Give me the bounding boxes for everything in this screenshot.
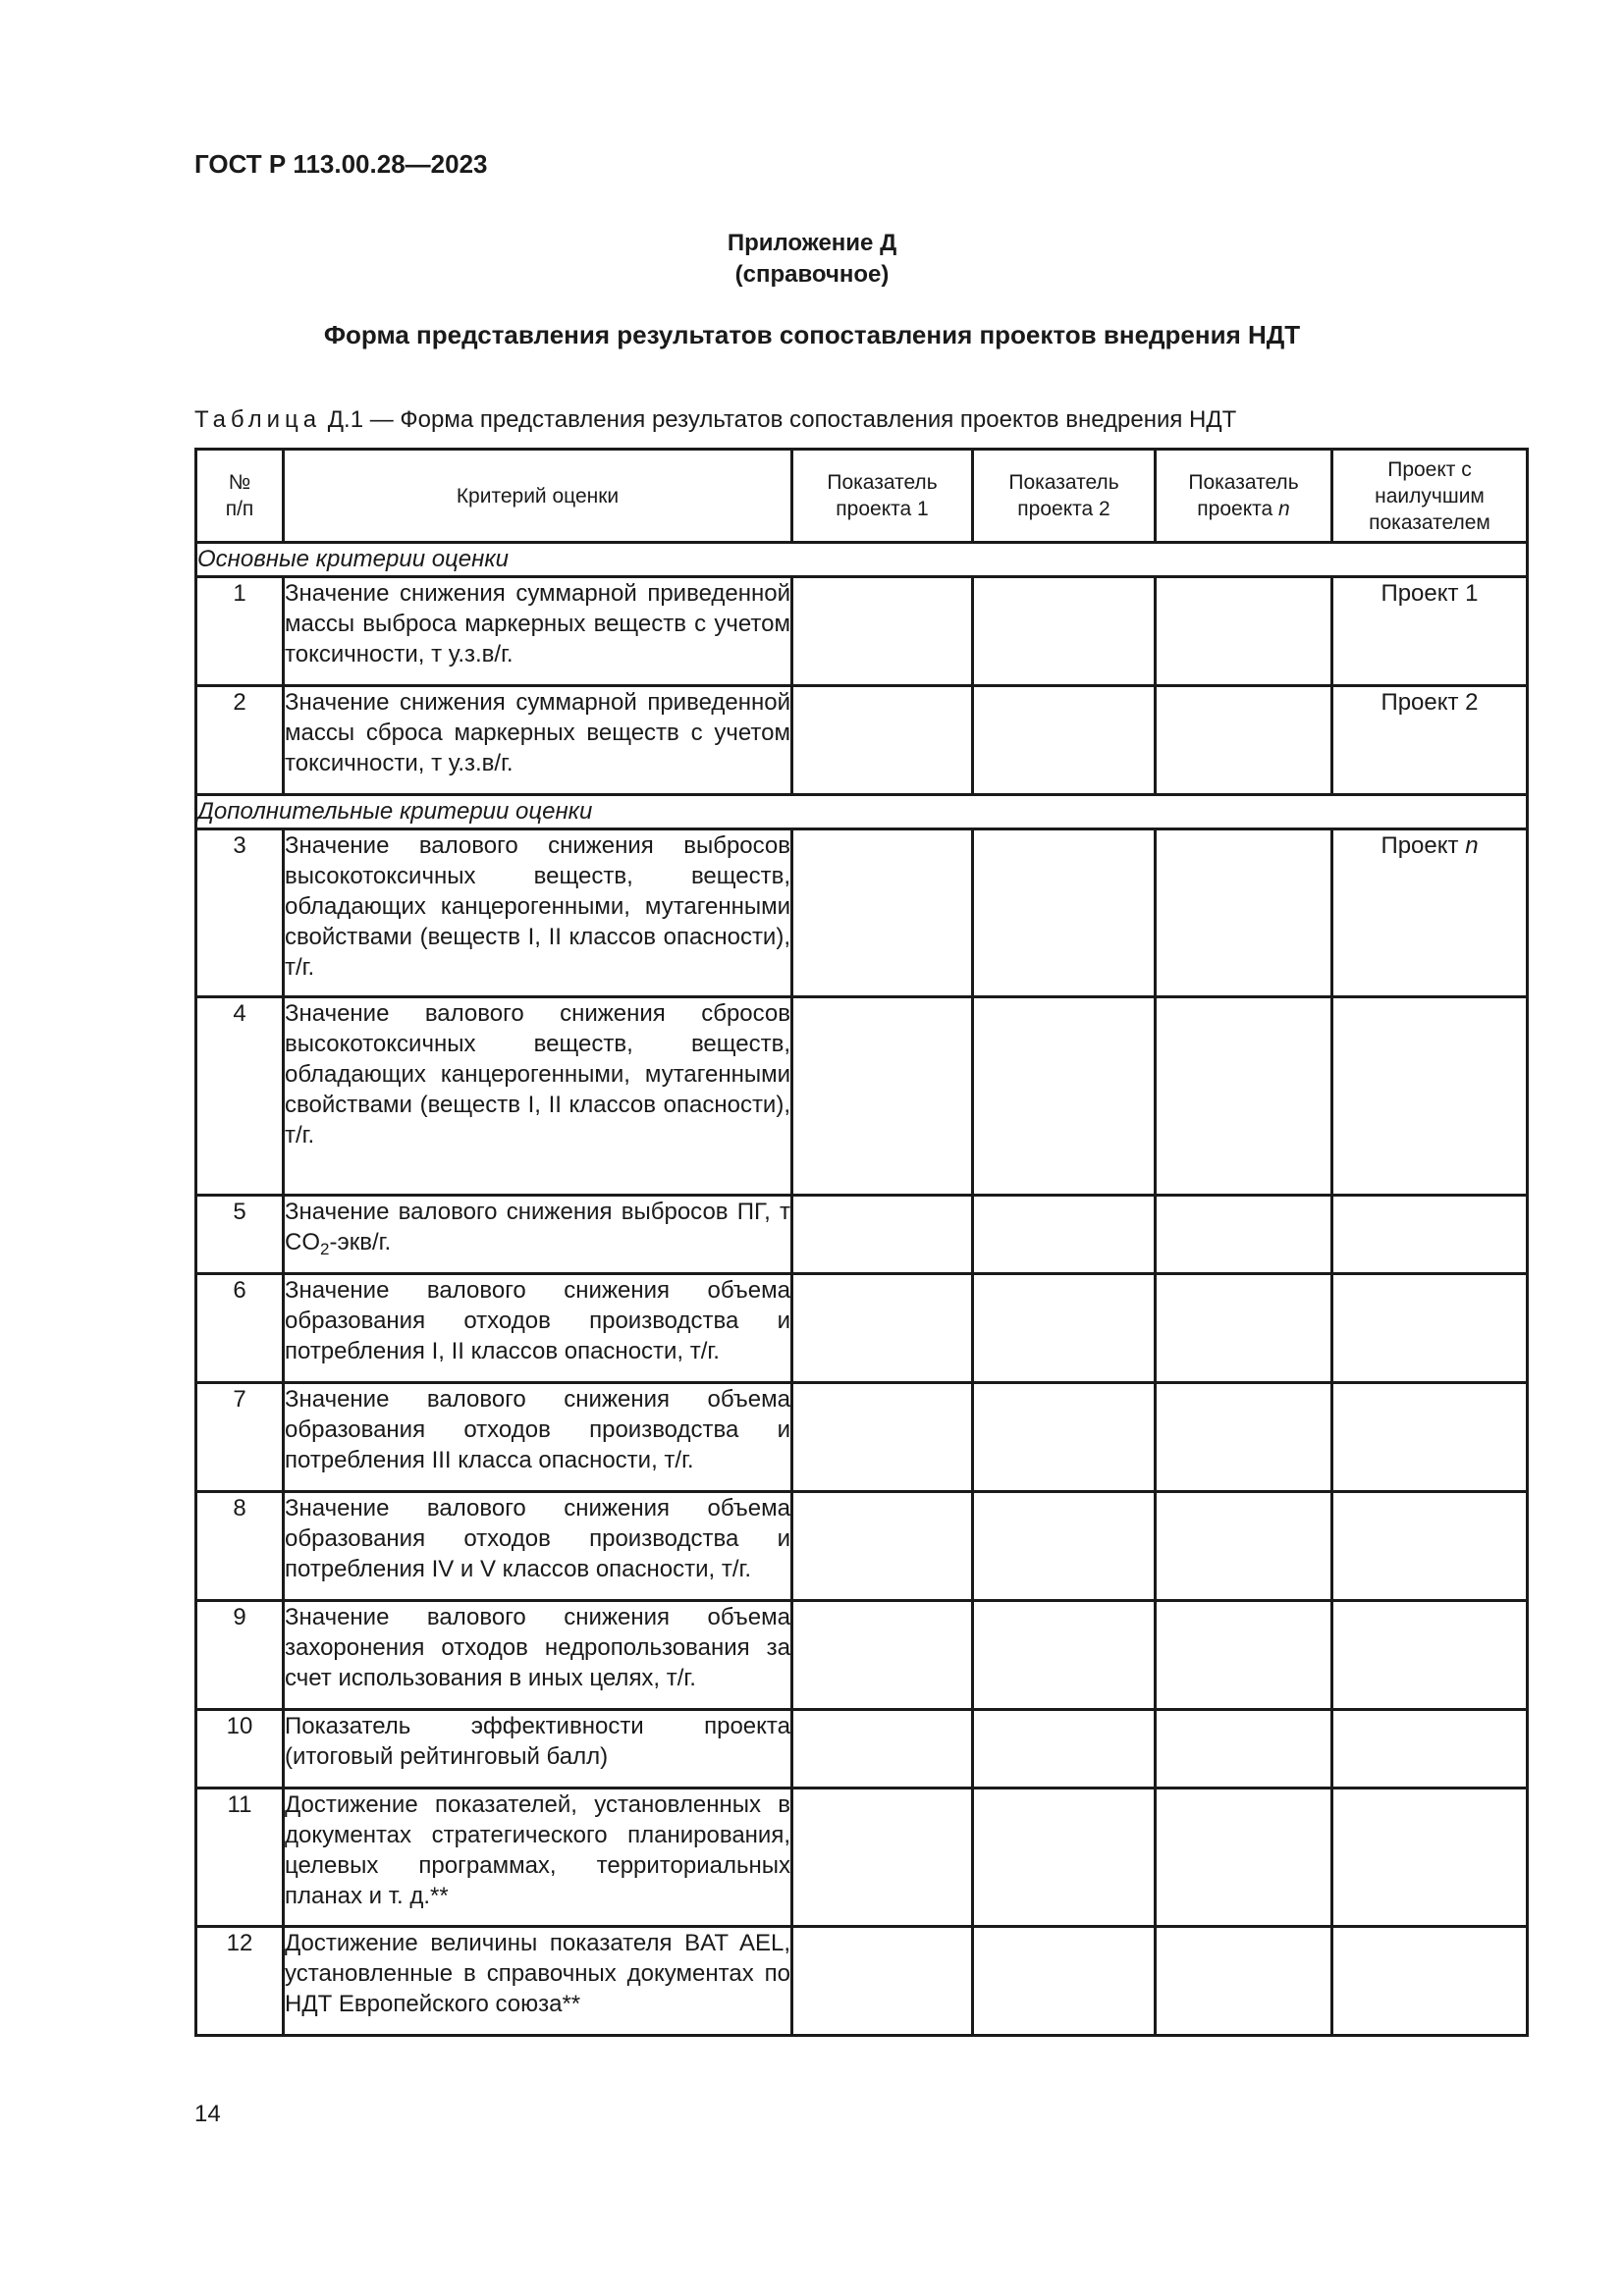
form-title: Форма представления результатов сопоставления проектов внедрения НДТ <box>323 320 1301 349</box>
row-criterion: Значение снижения суммарной приведенной массы сброса маркерных веществ с учетом токсичности, т у.з.в/г. <box>284 686 792 795</box>
header-criterion: Критерий оценки <box>284 450 792 543</box>
row-criterion: Значение валового снижения объема образования отходов производства и потребления IV и V классов опасности, т/г. <box>284 1492 792 1601</box>
cell-project-n <box>1156 1492 1332 1601</box>
row-num: 4 <box>196 997 284 1196</box>
section-additional: Дополнительные критерии оценки <box>196 795 1528 829</box>
table-row <box>196 686 1528 795</box>
cell-project-1 <box>792 1196 973 1274</box>
header-best: Проект с наилучшим показателем <box>1332 450 1528 543</box>
table-caption-label: Таблица <box>194 406 322 433</box>
cell-project-1 <box>792 1601 973 1710</box>
cell-project-2 <box>973 1710 1156 1789</box>
row-num: 11 <box>196 1789 284 1927</box>
header-project-1: Показатель проекта 1 <box>792 450 973 543</box>
page-number: 14 <box>194 2101 221 2127</box>
cell-project-2 <box>973 577 1156 686</box>
row-num: 10 <box>196 1710 284 1789</box>
cell-project-1 <box>792 997 973 1196</box>
cell-project-1 <box>792 1927 973 2036</box>
cell-project-2 <box>973 1927 1156 2036</box>
cell-project-n <box>1156 1601 1332 1710</box>
cell-project-2 <box>973 1601 1156 1710</box>
cell-project-1 <box>792 1710 973 1789</box>
cell-project-n <box>1156 1196 1332 1274</box>
header-num: № п/п <box>196 450 284 543</box>
row-criterion: Достижение показателей, установленных в документах стратегического планирования, целевых программах, территориальных планах и т. д.** <box>284 1789 792 1927</box>
row-criterion: Значение валового снижения объема образования отходов производства и потребления I, II классов опасности, т/г. <box>284 1274 792 1383</box>
row-num: 6 <box>196 1274 284 1383</box>
cell-project-n <box>1156 686 1332 795</box>
table-caption <box>194 406 1236 434</box>
header-project-2: Показатель проекта 2 <box>973 450 1156 543</box>
cell-project-1 <box>792 1789 973 1927</box>
row-criterion: Значение валового снижения выбросов высокотоксичных веществ, веществ, обладающих канцерогенными, мутагенными свойствами (веществ I, II классов опасности), т/г. <box>284 829 792 997</box>
annex-subtitle: (справочное) <box>734 261 890 288</box>
cell-project-2 <box>973 1383 1156 1492</box>
table-row <box>196 829 1528 997</box>
table-row <box>196 1492 1528 1601</box>
cell-best-prefix: Проект <box>1380 832 1459 859</box>
cell-project-1 <box>792 1492 973 1601</box>
cell-project-2 <box>973 1789 1156 1927</box>
row-criterion-suffix: -экв/г. <box>329 1229 392 1255</box>
cell-best <box>1332 1710 1528 1789</box>
table-row <box>196 1274 1528 1383</box>
row-criterion: Значение валового снижения объема образования отходов производства и потребления III класса опасности, т/г. <box>284 1383 792 1492</box>
cell-best <box>1332 1601 1528 1710</box>
section-row <box>196 543 1528 577</box>
row-criterion: Достижение величины показателя BAT AEL, установленные в справочных документах по НДТ Европейского союза** <box>284 1927 792 2036</box>
row-criterion: Значение валового снижения сбросов высокотоксичных веществ, веществ, обладающих канцерогенными, мутагенными свойствами (веществ I, II классов опасности), т/г. <box>284 997 792 1196</box>
cell-best <box>1332 1927 1528 2036</box>
row-num: 2 <box>196 686 284 795</box>
cell-project-2 <box>973 686 1156 795</box>
row-num: 9 <box>196 1601 284 1710</box>
row-num: 8 <box>196 1492 284 1601</box>
cell-project-1 <box>792 1274 973 1383</box>
table-row <box>196 1601 1528 1710</box>
cell-best <box>1332 1196 1528 1274</box>
row-num: 7 <box>196 1383 284 1492</box>
row-criterion: Значение снижения суммарной приведенной массы выброса маркерных веществ с учетом токсичности, т у.з.в/г. <box>284 577 792 686</box>
cell-project-n <box>1156 829 1332 997</box>
cell-project-2 <box>973 997 1156 1196</box>
cell-best <box>1332 997 1528 1196</box>
cell-best <box>1332 1789 1528 1927</box>
header-project-n-var: n <box>1278 498 1290 520</box>
cell-project-2 <box>973 829 1156 997</box>
cell-project-1 <box>792 686 973 795</box>
cell-best: Проект 2 <box>1332 686 1528 795</box>
table-row <box>196 1927 1528 2036</box>
row-criterion-prefix: Значение валового снижения выбросов ПГ, т CO <box>285 1199 790 1255</box>
row-criterion-sub: 2 <box>320 1240 330 1258</box>
cell-project-2 <box>973 1196 1156 1274</box>
cell-project-n <box>1156 577 1332 686</box>
row-num: 5 <box>196 1196 284 1274</box>
cell-best <box>1332 1383 1528 1492</box>
table-row <box>196 1789 1528 1927</box>
cell-project-n <box>1156 1710 1332 1789</box>
row-criterion: Показатель эффективности проекта (итоговый рейтинговый балл) <box>284 1710 792 1789</box>
cell-project-1 <box>792 829 973 997</box>
comparison-table <box>194 448 1529 2037</box>
cell-best-var: n <box>1465 832 1479 859</box>
section-main: Основные критерии оценки <box>196 543 1528 577</box>
table-header-row <box>196 450 1528 543</box>
annex-heading <box>0 228 1624 291</box>
row-criterion <box>284 1196 792 1274</box>
cell-best <box>1332 1492 1528 1601</box>
row-num: 3 <box>196 829 284 997</box>
table-row <box>196 1196 1528 1274</box>
row-num: 1 <box>196 577 284 686</box>
table-row <box>196 997 1528 1196</box>
cell-best <box>1332 1274 1528 1383</box>
cell-project-n <box>1156 1274 1332 1383</box>
cell-best: Проект 1 <box>1332 577 1528 686</box>
cell-project-1 <box>792 577 973 686</box>
table-row <box>196 1383 1528 1492</box>
table-caption-text: Д.1 — Форма представления результатов сопоставления проектов внедрения НДТ <box>321 406 1237 433</box>
row-criterion: Значение валового снижения объема захоронения отходов недропользования за счет использования в иных целях, т/г. <box>284 1601 792 1710</box>
cell-project-n <box>1156 1383 1332 1492</box>
header-project-n <box>1156 450 1332 543</box>
table-row <box>196 1710 1528 1789</box>
cell-project-n <box>1156 997 1332 1196</box>
row-num: 12 <box>196 1927 284 2036</box>
cell-project-2 <box>973 1492 1156 1601</box>
section-row <box>196 795 1528 829</box>
cell-best <box>1332 829 1528 997</box>
table-row <box>196 577 1528 686</box>
cell-project-1 <box>792 1383 973 1492</box>
cell-project-n <box>1156 1789 1332 1927</box>
cell-project-n <box>1156 1927 1332 2036</box>
header-project-n-prefix: Показатель проекта <box>1188 471 1299 520</box>
cell-project-2 <box>973 1274 1156 1383</box>
annex-title: Приложение Д <box>727 230 897 256</box>
document-code: ГОСТ Р 113.00.28—2023 <box>194 149 488 179</box>
